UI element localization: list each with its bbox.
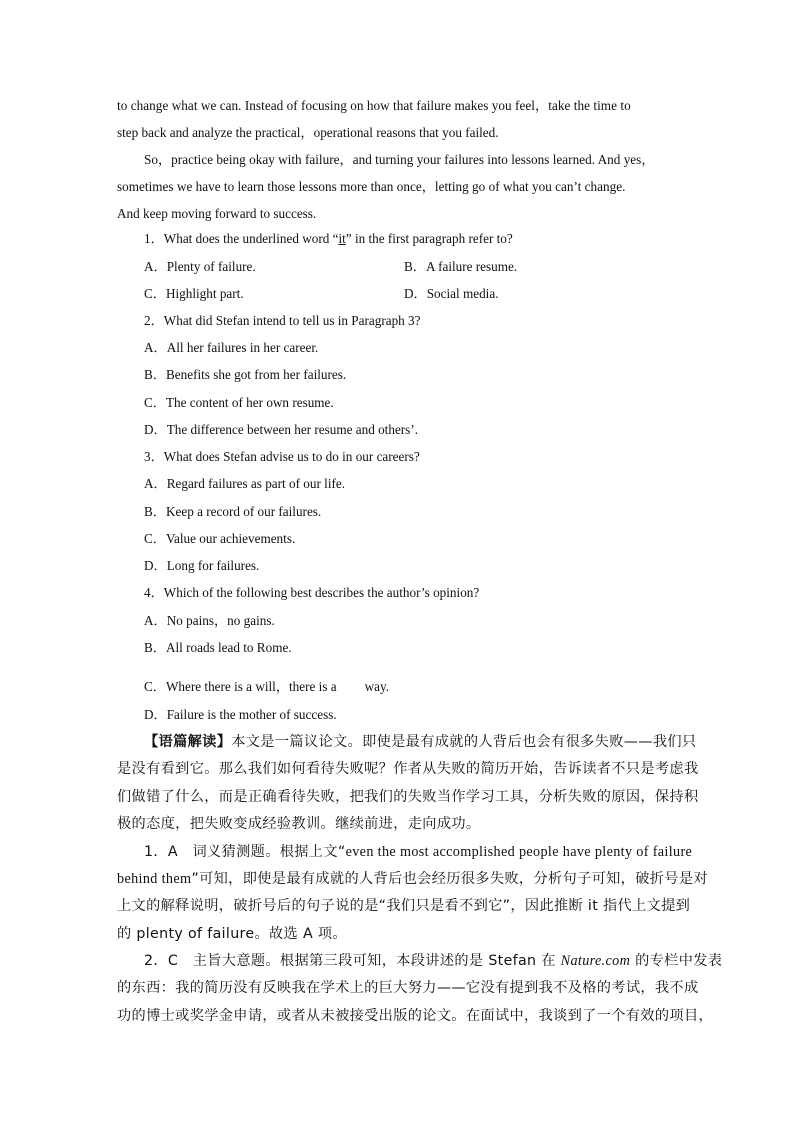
answer-1-line bbox=[117, 869, 708, 889]
question-2-option-c: C．The content of her own resume. bbox=[144, 395, 334, 410]
question-1-option-b: B．A failure resume. bbox=[404, 259, 518, 274]
answer-text: 。故选 A 项。 bbox=[254, 926, 347, 942]
answer-1-line bbox=[144, 842, 704, 862]
analysis-line bbox=[144, 732, 704, 752]
question-4-option-d: D．Failure is the mother of success. bbox=[144, 707, 337, 722]
question-3-option-b: B．Keep a record of our failures. bbox=[144, 504, 322, 519]
journal-name: Nature.com bbox=[560, 953, 631, 969]
analysis-text: 本文是一篇议论文。即使是最有成就的人背后也会有很多失败——我们只 bbox=[231, 734, 697, 750]
underlined-word: it bbox=[338, 231, 346, 246]
analysis-line: 是没有看到它。那么我们如何看待失败呢？作者从失败的简历开始，告诉读者不只是考虑我 bbox=[117, 761, 699, 777]
question-text: 1．What does the underlined word “ bbox=[144, 231, 339, 246]
analysis-tag: 【语篇解读】 bbox=[144, 734, 232, 750]
question-4-option-c bbox=[144, 678, 704, 696]
passage-line: sometimes we have to learn those lessons more than once，letting go of what you can’t change. bbox=[117, 179, 626, 194]
question-3-option-d: D．Long for failures. bbox=[144, 558, 260, 573]
question-1-option-d: D．Social media. bbox=[404, 286, 499, 301]
passage-line: And keep moving forward to success. bbox=[117, 206, 317, 221]
question-2-stem: 2．What did Stefan intend to tell us in Paragraph 3? bbox=[144, 313, 421, 328]
question-4-option-a: A．No pains，no gains. bbox=[144, 613, 275, 628]
answer-1-line: 上文的解释说明，破折号后的句子说的是“我们只是看不到它”，因此推断 it 指代上文提到 bbox=[117, 898, 691, 914]
answer-text: 的专栏中发表 bbox=[630, 953, 723, 969]
question-2-option-b: B．Benefits she got from her failures. bbox=[144, 367, 347, 382]
question-1-option-a: A．Plenty of failure. bbox=[144, 259, 256, 274]
question-3-option-c: C．Value our achievements. bbox=[144, 531, 296, 546]
question-4-stem: 4．Which of the following best describes the author’s opinion? bbox=[144, 585, 480, 600]
answer-1-line bbox=[117, 924, 677, 944]
answer-2-line: 的东西：我的简历没有反映我在学术上的巨大努力——它没有提到我不及格的考试，我不成 bbox=[117, 980, 699, 996]
question-2-option-d: D．The difference between her resume and others’. bbox=[144, 422, 419, 437]
answer-text: 1．A 词义猜测题。根据上文“ bbox=[144, 844, 346, 860]
question-4-option-b: B．All roads lead to Rome. bbox=[144, 640, 292, 655]
passage-line: step back and analyze the practical，operational reasons that you failed. bbox=[117, 125, 499, 140]
option-text: way. bbox=[364, 679, 390, 694]
question-2-option-a: A．All her failures in her career. bbox=[144, 340, 319, 355]
analysis-line: 们做错了什么，而是正确看待失败，把我们的失败当作学习工具，分析失败的原因，保持积 bbox=[117, 789, 699, 805]
question-3-stem: 3．What does Stefan advise us to do in our careers? bbox=[144, 449, 420, 464]
question-text: ” in the first paragraph refer to? bbox=[345, 231, 513, 246]
answer-text: 的 plenty of failure bbox=[117, 926, 255, 942]
analysis-line: 极的态度，把失败变成经验教训。继续前进，走向成功。 bbox=[117, 816, 481, 832]
question-3-option-a: A．Regard failures as part of our life. bbox=[144, 476, 346, 491]
answer-2-line: 功的博士或奖学金申请，或者从未被接受出版的论文。在面试中，我谈到了一个有效的项目， bbox=[117, 1008, 714, 1024]
question-1-stem bbox=[144, 230, 704, 248]
option-text: C．Where there is a will，there is a bbox=[144, 679, 337, 694]
passage-line: to change what we can. Instead of focusing on how that failure makes you feel，take the time to bbox=[117, 98, 631, 113]
answer-text: ”可知，即使是最有成就的人背后也会经历很多失败，分析句子可知，破折号是对 bbox=[191, 871, 708, 887]
answer-text: 2．C 主旨大意题。根据第三段可知，本段讲述的是 Stefan 在 bbox=[144, 953, 561, 969]
quoted-text: even the most accomplished people have plenty of failure bbox=[345, 844, 693, 860]
answer-2-line bbox=[144, 951, 723, 971]
question-1-option-c: C．Highlight part. bbox=[144, 286, 244, 301]
quoted-text: behind them bbox=[117, 871, 192, 887]
passage-line: So，practice being okay with failure，and turning your failures into lessons learned. And yes， bbox=[144, 152, 655, 167]
